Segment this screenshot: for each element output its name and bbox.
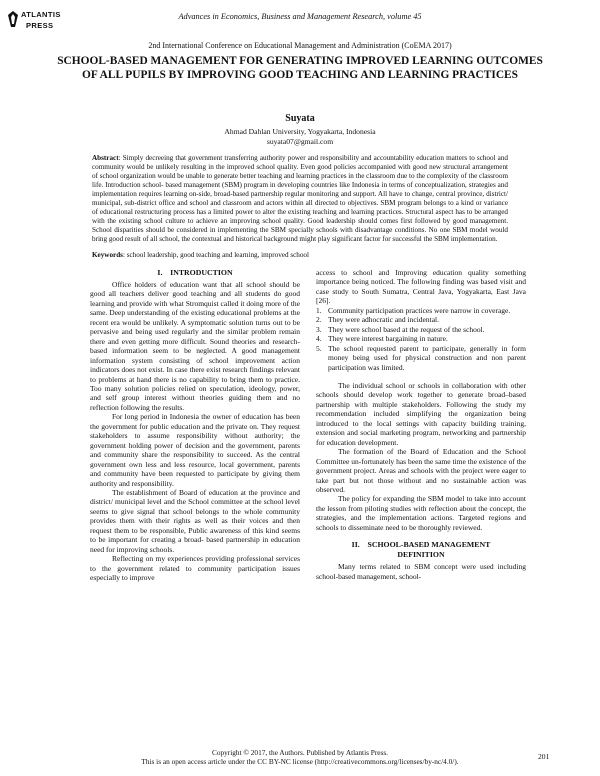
findings-list	[316, 306, 526, 372]
logo-text-atlantis: ATLANTIS	[21, 10, 61, 19]
keywords-label: Keywords	[92, 251, 123, 259]
conference-name: 2nd International Conference on Educational Management and Administration (CoEMA 2017)	[148, 41, 452, 50]
page-number: 201	[538, 752, 550, 761]
author-affiliation: Ahmad Dahlan University, Yogyakarta, Indonesia	[224, 127, 376, 136]
body-paragraph: Many terms related to SBM concept were used including school-based management, school-	[316, 562, 526, 581]
paper-title: SCHOOL-BASED MANAGEMENT FOR GENERATING IMPROVED LEARNING OUTCOMES OF ALL PUPILS BY IMPROVING GOOD TEACHING AND LEARNING PRACTICES	[57, 55, 543, 81]
section-heading-sbm-definition: II. SCHOOL-BASED MANAGEMENT DEFINITION	[351, 540, 491, 560]
author-name: Suyata	[285, 113, 315, 124]
list-item: 3. They were school based at the request of the school.	[316, 324, 485, 334]
section-heading-introduction: I. INTRODUCTION	[157, 268, 233, 277]
body-paragraph: The policy for expanding the SBM model to take into account the lesson from piloting studies with reflection about the concept, the strategies, and the implementation actions. Targeted regions and schools to disseminate need to be thoroughly reviewed.	[316, 494, 526, 532]
logo-text-press: PRESS	[26, 21, 54, 30]
list-item: 5. The school requested parent to participate, generally in form money being used for physical construction and non parent participation was limited.	[316, 343, 526, 372]
list-item: 1. Community participation practices were narrow in coverage.	[316, 305, 511, 315]
body-paragraph: access to school and Improving education quality something importance being noticed. The following finding was based visit and case study to South Sumatra, Central Java, Yogyakarta, East Java [26].	[316, 268, 526, 306]
list-item: 4. They were interest bargaining in nature.	[316, 334, 448, 344]
body-paragraph: The individual school or schools in collaboration with other schools should develop work together to generate broad–based partnership with multiple stakeholders. Following the study my recommendation included simplifying the organization being introduced to the local settings with capacity building training, extension and social marketing program, networking and partnership for education development.	[316, 380, 526, 447]
keywords	[92, 251, 508, 260]
body-paragraph: Office holders of education want that all school should be good all teachers deliver good teaching and all students do good learning and provide with what Stromquist called it doing more of the same. Deep understanding of the existing educational problems at the recent era would be unlikely. A symptomatic solution turns out to be pervasive and being used regularly and the similar problem remain there and even getting more difficult. Sound theories and research-based information seem to be neglected. A good management information system consisting of school improvement action indicators does not exist. In case there exist research findings relevant to problems at hand there is no capability to bring them to practice. Too many solution policies relied on speculation, ideology, power, and self group interest without theories guiding them and no reflection following the results.	[90, 280, 300, 412]
author-affiliation-block	[0, 127, 600, 147]
journal-header: Advances in Economics, Business and Management Research, volume 45	[178, 12, 422, 21]
body-paragraph: Reflecting on my experiences providing professional services to the government related to community participation issues especially to improve	[90, 554, 300, 583]
footer	[0, 748, 600, 766]
abstract	[92, 154, 508, 244]
copyright-line: Copyright © 2017, the Authors. Published by Atlantis Press.	[211, 748, 388, 757]
left-column	[90, 268, 300, 583]
abstract-text: : Simply decreeing that government transferring authority power and responsibility and accountability education matters to school and community would be unlikely resulting in the improved school quality. Even good policies accompanied with good new structural arrangement of school organization would be unable to generate better teaching and learning practices in the classroom due to the complexity of the classroom life. Introduction school- based management (SBM) program in developing countries like Indonesia in terms of conceptualization, strategies and implementation requires learning on-side, broad-based partnership regular monitoring and support. All have to change, central province, district/ municipal, sub-district office and school and classroom and actors within all directed to objectives. SBM program belongs to a kind or variance of educational restructuring process has a limited power to alter the existing teaching and learning practices. Structural aspect has to be arranged with the existing school culture to achieve an improving school quality. Good leadership should comes first followed by good management. School disparities should be considered in implementing the SBM specially schools with disadvantage conditions. No one SBM model would bring good result of all school, the contextual and historical background might play significant factor for successful the SBM implementation.	[92, 154, 508, 244]
list-item: 2. They were adhocratic and incidental.	[316, 315, 439, 325]
right-column	[316, 268, 526, 581]
license-line: This is an open access article under the CC BY-NC license (http://creativecommons.org/licenses/by-nc/4.0/).	[141, 757, 459, 766]
body-paragraph: The formation of the Board of Education and the School Committee un-fortunately has been the same time the existence of the government project. Areas and schools with the project were eager to take part but not those without and no sustainable action was observed.	[316, 447, 526, 494]
abstract-label: Abstract	[92, 154, 119, 162]
author-email: suyata07@gmail.com	[266, 137, 334, 146]
body-paragraph: The establishment of Board of education at the province and district/ municipal level and the School committee at the school level seems to give signal that school belongs to the whole community provides them with their rights as well as their voices and then request them to be responsible, Public awareness of this kind seems to be important for creating a broad- based partnership in education need for improving schools.	[90, 487, 300, 554]
body-paragraph: For long period in Indonesia the owner of education has been the government for public education and the private on. They request stakeholders to assume responsibility without authority; the government holding power of decision and the government, parents and community share the responsibility to succeed. As the central government own less and less resource, local government, parents and community have been requested to participate by giving them authority and responsibility.	[90, 412, 300, 488]
keywords-text: : school leadership, good teaching and learning, improved school	[122, 251, 309, 259]
